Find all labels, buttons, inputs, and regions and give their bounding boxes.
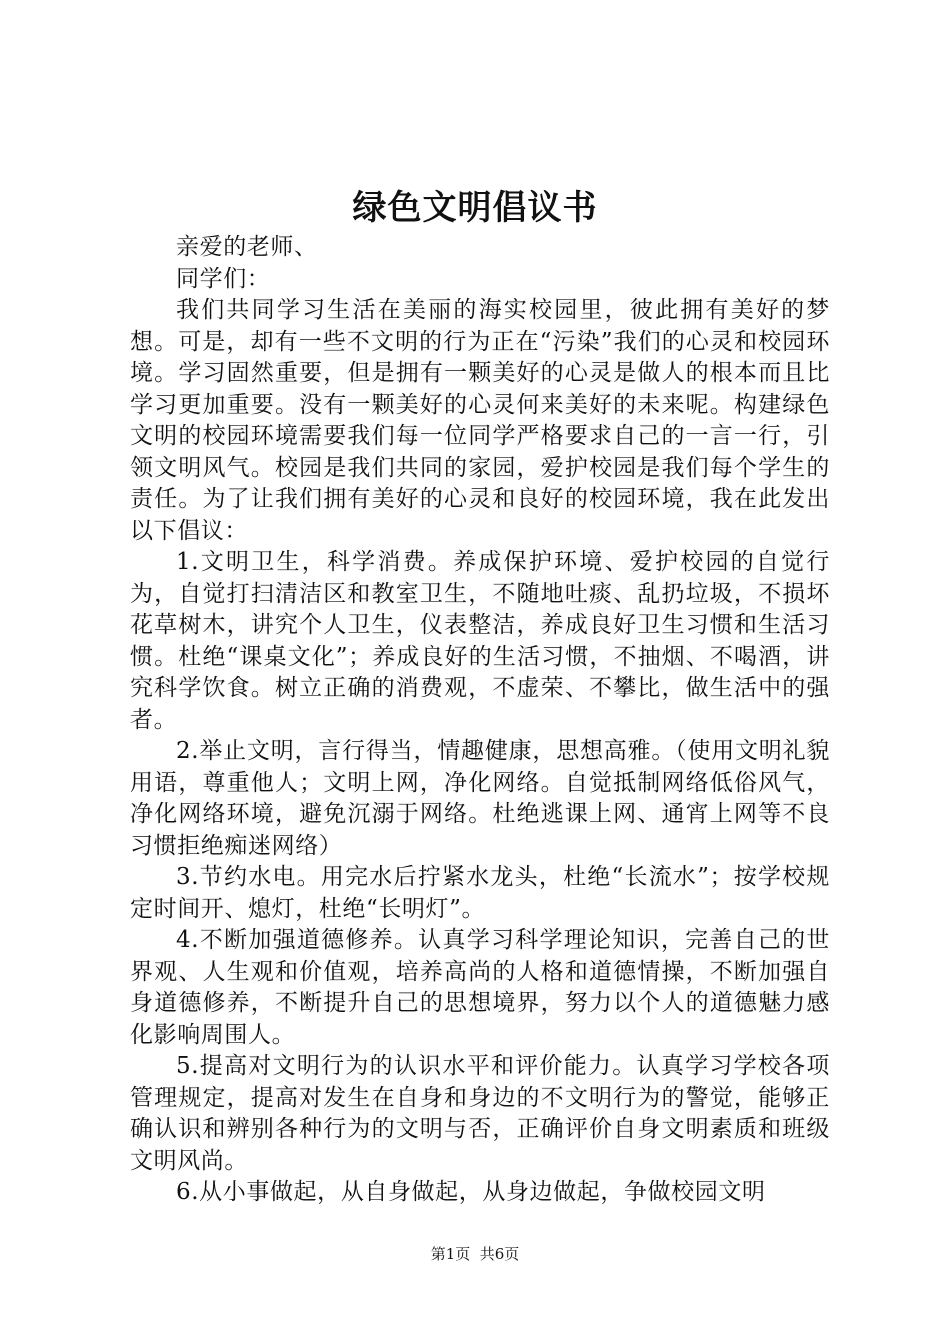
paragraph-item-6: 6.从小事做起，从自身做起，从身边做起，争做校园文明 bbox=[176, 1179, 766, 1205]
paragraph-intro: 我们共同学习生活在美丽的海实校园里，彼此拥有美好的梦想。可是，却有一些不文明的行为正在“污染”我们的心灵和校园环境。学习固然重要，但是拥有一颗美好的心灵是做人的根本而且比学习更加重要。没有一颗美好的心灵何来美好的未来呢。构建绿色文明的校园环境需要我们每一位同学严格要求自己的一言一行，引领文明风气。校园是我们共同的家园，爱护校园是我们每个学生的责任。为了让我们拥有美好的心灵和良好的校园环境，我在此发出以下倡议： bbox=[130, 297, 830, 544]
paragraph-item-2: 2.举止文明，言行得当，情趣健康，思想高雅。（使用文明礼貌用语，尊重他人；文明上网，净化网络。自觉抵制网络低俗风气，净化网络环境，避免沉溺于网络。杜绝逃课上网、通宵上网等不良习惯拒绝痴迷网络） bbox=[130, 738, 830, 859]
paragraph-item-1: 1.文明卫生，科学消费。养成保护环境、爱护校园的自觉行为，自觉打扫清洁区和教室卫生，不随地吐痰、乱扔垃圾，不损坏花草树木，讲究个人卫生，仪表整洁，养成良好卫生习惯和生活习惯。杜绝“课桌文化”；养成良好的生活习惯，不抽烟、不喝酒，讲究科学饮食。树立正确的消费观，不虚荣、不攀比，做生活中的强者。 bbox=[130, 549, 830, 733]
paragraph-item-4: 4.不断加强道德修养。认真学习科学理论知识，完善自己的世界观、人生观和价值观，培养高尚的人格和道德情操，不断加强自身道德修养，不断提升自己的思想境界，努力以个人的道德魅力感化影响周围人。 bbox=[130, 927, 830, 1048]
document-title: 绿色文明倡议书 bbox=[352, 188, 598, 228]
paragraph-item-3: 3.节约水电。用完水后拧紧水龙头，杜绝“长流水”；按学校规定时间开、熄灯，杜绝“长明灯”。 bbox=[130, 864, 830, 922]
salutation-line-2: 同学们： bbox=[176, 265, 271, 292]
salutation-line-1: 亲爱的老师、 bbox=[176, 234, 318, 260]
paragraph-item-5: 5.提高对文明行为的认识水平和评价能力。认真学习学校各项管理规定，提高对发生在自身和身边的不文明行为的警觉，能够正确认识和辨别各种行为的文明与否，正确评价自身文明素质和班级文明风尚。 bbox=[130, 1053, 830, 1174]
document-body bbox=[130, 232, 830, 1209]
page-footer: 第1页 共6页 bbox=[430, 1245, 520, 1263]
